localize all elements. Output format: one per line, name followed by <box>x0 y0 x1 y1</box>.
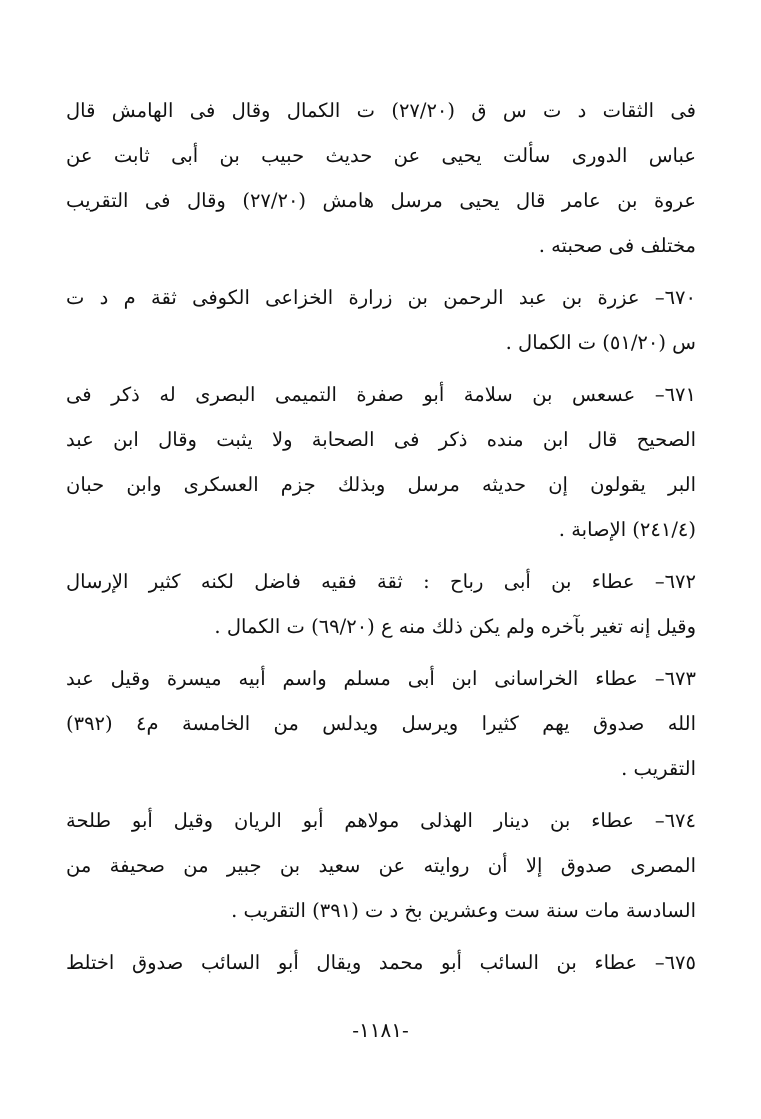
text-line: المصرى صدوق إلا أن روايته عن سعيد بن جبير من صحيفة من <box>66 854 696 877</box>
text-line: مختلف فى صحبته . <box>538 234 696 257</box>
text-line: (٢٤١/٤) الإصابة . <box>558 518 696 541</box>
page-number: -١١٨١- <box>352 1018 409 1042</box>
text-line: ٦٧٢– عطاء بن أبى رباح : ثقة فقيه فاضل لكنه كثير الإرسال <box>66 570 696 593</box>
entry-continuation <box>66 88 696 268</box>
text-line: ٦٧٥– عطاء بن السائب أبو محمد ويقال أبو السائب صدوق اختلط <box>66 951 696 974</box>
entry-673 <box>66 656 696 791</box>
text-line: س (٥١/٢٠) ت الكمال . <box>505 331 696 354</box>
text-line: السادسة مات سنة ست وعشرين بخ د ت (٣٩١) التقريب . <box>231 899 696 922</box>
text-line: فى الثقات د ت س ق (٢٧/٢٠) ت الكمال وقال فى الهامش قال <box>66 99 696 122</box>
entry-670 <box>66 275 696 365</box>
text-line: وقيل إنه تغير بآخره ولم يكن ذلك منه ع (٦٩/٢٠) ت الكمال . <box>214 615 696 638</box>
text-line: الله صدوق يهم كثيرا ويرسل ويدلس من الخامسة م٤ (٣٩٢) <box>66 712 696 735</box>
text-line: عباس الدورى سألت يحيى عن حديث حبيب بن أبى ثابت عن <box>66 144 696 167</box>
text-line: ٦٧١– عسعس بن سلامة أبو صفرة التميمى البصرى له ذكر فى <box>66 383 696 406</box>
entry-675 <box>66 940 696 985</box>
entry-671 <box>66 372 696 552</box>
text-line: الصحيح قال ابن منده ذكر فى الصحابة ولا يثبت وقال ابن عبد <box>66 428 696 451</box>
text-line: ٦٧٣– عطاء الخراسانى ابن أبى مسلم واسم أبيه ميسرة وقيل عبد <box>66 667 696 690</box>
text-line: التقريب . <box>621 757 696 780</box>
text-line: البر يقولون إن حديثه مرسل وبذلك جزم العسكرى وابن حبان <box>66 473 696 496</box>
entry-674 <box>66 798 696 933</box>
document-body <box>66 88 696 992</box>
text-line: ٦٧٤– عطاء بن دينار الهذلى مولاهم أبو الريان وقيل أبو طلحة <box>66 809 696 832</box>
text-line: عروة بن عامر قال يحيى مرسل هامش (٢٧/٢٠) وقال فى التقريب <box>66 189 696 212</box>
text-line: ٦٧٠– عزرة بن عبد الرحمن بن زرارة الخزاعى الكوفى ثقة م د ت <box>66 286 696 309</box>
entry-672 <box>66 559 696 649</box>
